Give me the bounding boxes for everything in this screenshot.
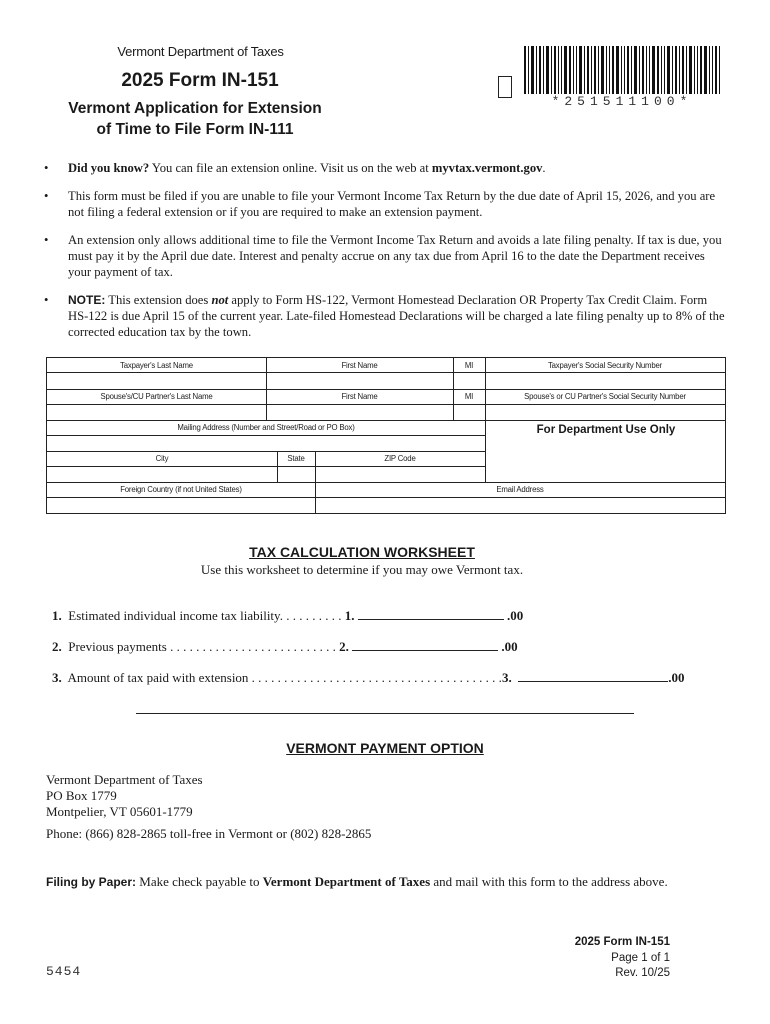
worksheet-title: TAX CALCULATION WORKSHEET	[249, 544, 475, 560]
line-2-cents: .00	[501, 639, 518, 654]
footer-form-name: 2025 Form IN-151	[574, 936, 670, 948]
mailing-address-block	[46, 772, 203, 820]
address-line-1: Vermont Department of Taxes	[46, 772, 203, 787]
city-input[interactable]	[48, 467, 276, 481]
note-post: apply to Form HS-122, Vermont Homestead Declaration OR Property Tax Credit Claim. Form HS-122 is due April 15 of the current year. Late-filed Homestead Declarations will be charged a late filing penalty up to 8% of the corrected education tax by the town.	[68, 293, 725, 339]
foreign-country-input[interactable]	[48, 498, 314, 513]
email-input[interactable]	[316, 498, 724, 513]
line-1-ref: 1.	[344, 608, 355, 623]
filing-payee: Vermont Department of Taxes	[262, 874, 431, 889]
address-line-3: Montpelier, VT 05601-1779	[46, 804, 193, 819]
spouse-mi-input[interactable]	[454, 405, 484, 419]
mailing-address-label: Mailing Address (Number and Street/Road or PO Box)	[177, 423, 355, 432]
note-pre: This extension does	[105, 293, 212, 307]
taxpayer-ssn-label: Taxpayer's Social Security Number	[547, 361, 663, 370]
taxpayer-last-name-input[interactable]	[48, 373, 265, 388]
taxpayer-ssn-input[interactable]	[486, 373, 724, 388]
worksheet-line-1	[52, 607, 523, 624]
state-label: State	[287, 454, 305, 463]
line-3-ref: 3.	[501, 670, 512, 685]
state-input[interactable]	[278, 467, 314, 481]
filing-pre: Make check payable to	[136, 874, 263, 889]
line-3-input[interactable]	[518, 669, 668, 682]
online-text: You can file an extension online. Visit us on the web at	[149, 161, 432, 175]
spouse-ssn-input[interactable]	[486, 405, 724, 419]
bullet-online	[44, 160, 728, 176]
line-3-number: 3.	[52, 670, 62, 685]
department-name: Vermont Department of Taxes	[117, 44, 284, 59]
subtitle-line-1: Vermont Application for Extension	[68, 100, 322, 117]
subtitle-line-2: of Time to File Form IN-111	[96, 121, 294, 138]
line-1-input[interactable]	[358, 607, 504, 620]
line-3-cents: .00	[668, 670, 685, 685]
filing-post: and mail with this form to the address above.	[430, 874, 668, 889]
form-subtitle	[50, 98, 340, 140]
line-2-input[interactable]	[352, 638, 498, 651]
payment-option-title: VERMONT PAYMENT OPTION	[286, 740, 484, 756]
online-end: .	[542, 161, 546, 175]
city-label: City	[155, 454, 169, 463]
line-2-text: Previous payments . . . . . . . . . . . . . . . . . . . . . . . . . .	[68, 639, 340, 654]
spouse-last-name-input[interactable]	[48, 405, 265, 419]
mi-input[interactable]	[454, 373, 484, 388]
taxpayer-last-name-label: Taxpayer's Last Name	[120, 361, 193, 370]
footer-page-number: Page 1 of 1	[611, 952, 670, 964]
bullet-extension-only: • An extension only allows additional time to file the Vermont Income Tax Return and avoids a late filing penalty. If tax is due, you must pay it by the April due date. Interest and penalty accrue on any tax due from April 16 to the date the Department receives your payment of tax.	[44, 232, 728, 280]
website-link[interactable]: myvtax.vermont.gov	[431, 161, 543, 175]
line-1-cents: .00	[506, 608, 524, 623]
address-line-2: PO Box 1779	[46, 788, 117, 803]
worksheet-subtitle: Use this worksheet to determine if you may owe Vermont tax.	[200, 562, 524, 577]
spouse-ssn-label: Spouse's or CU Partner's Social Security Number	[524, 392, 686, 401]
form-title: 2025 Form IN-151	[121, 70, 279, 91]
note-not: not	[211, 293, 229, 307]
spouse-first-name-label: First Name	[341, 392, 378, 401]
note-label: NOTE:	[68, 293, 106, 307]
bullet-note	[44, 292, 728, 340]
line-2-number: 2.	[52, 639, 62, 654]
zip-input[interactable]	[316, 467, 484, 481]
worksheet-line-2	[52, 638, 518, 655]
line-1-number: 1.	[52, 608, 62, 623]
instructions-list	[44, 160, 728, 352]
line-2-ref: 2.	[339, 639, 349, 654]
amended-checkbox[interactable]	[498, 76, 512, 98]
filing-by-paper	[46, 874, 668, 890]
filing-label: Filing by Paper:	[46, 875, 137, 889]
worksheet-line-3	[52, 669, 684, 686]
bullet-must-file: • This form must be filed if you are unable to file your Vermont Income Tax Return by the due date of April 15, 2026, and you are not filing a federal extension or if you are required to make an extension payment.	[44, 188, 728, 220]
spouse-first-name-input[interactable]	[267, 405, 452, 419]
did-you-know-label: Did you know?	[68, 161, 150, 175]
line-1-text: Estimated individual income tax liability. . . . . . . . . .	[68, 608, 345, 623]
email-label: Email Address	[496, 485, 544, 494]
barcode-number: *251511100*	[551, 94, 693, 109]
first-name-input[interactable]	[267, 373, 452, 388]
phone-line: Phone: (866) 828-2865 toll-free in Vermont or (802) 828-2865	[46, 826, 372, 841]
spouse-mi-label: MI	[464, 392, 474, 401]
spouse-last-name-label: Spouse's/CU Partner's Last Name	[100, 392, 213, 401]
footer-revision: Rev. 10/25	[615, 967, 670, 979]
barcode-icon	[524, 46, 720, 94]
section-divider	[136, 713, 634, 714]
zip-label: ZIP Code	[384, 454, 416, 463]
form-code: 5454	[46, 964, 82, 979]
first-name-label: First Name	[341, 361, 378, 370]
line-3-text: Amount of tax paid with extension . . . . . . . . . . . . . . . . . . . . . . . . . . . . . . . . . . . . . . .	[67, 670, 502, 685]
foreign-country-label: Foreign Country (if not United States)	[120, 485, 242, 494]
mi-label: MI	[464, 361, 474, 370]
department-use-only-label: For Department Use Only	[536, 424, 676, 436]
mailing-address-input[interactable]	[48, 436, 484, 450]
